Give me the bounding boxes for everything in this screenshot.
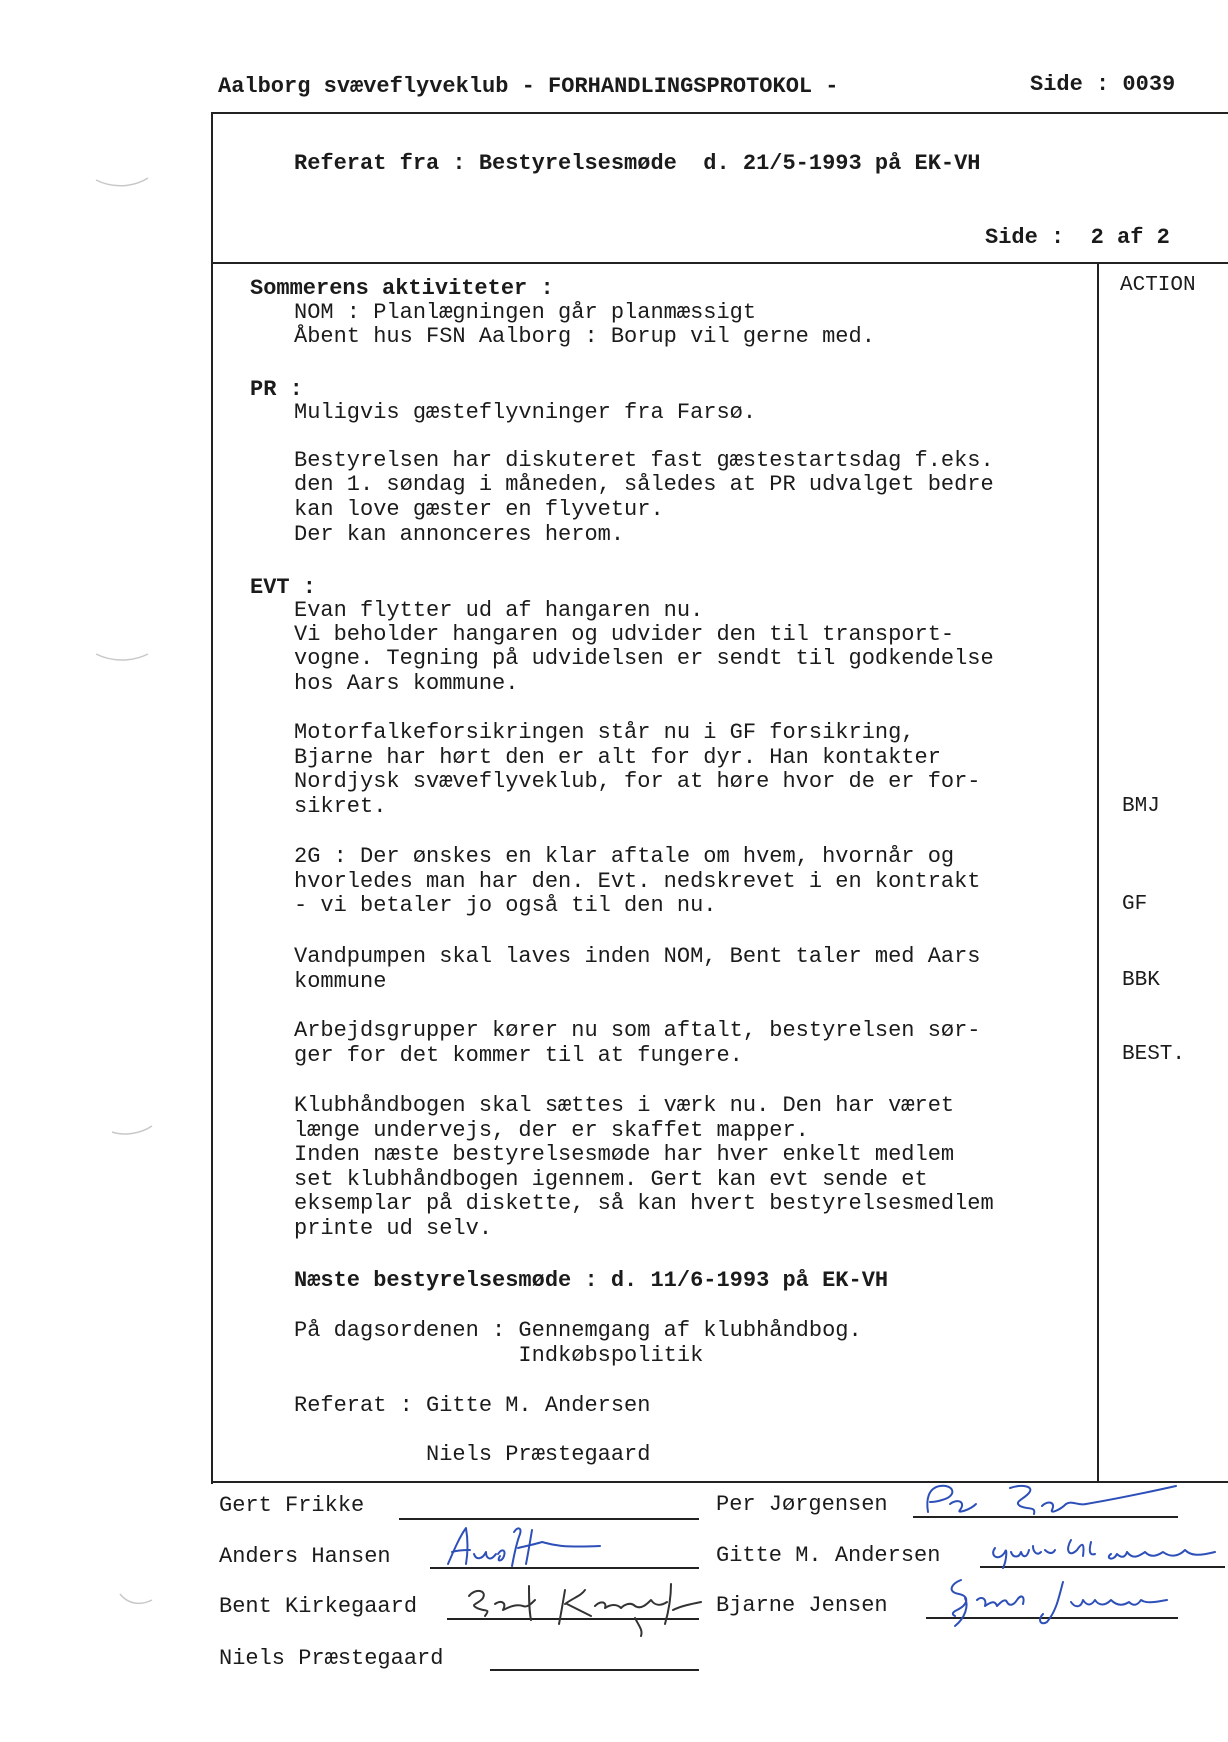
signatory-name: Gitte M. Andersen [716, 1543, 941, 1568]
section-heading-evt: EVT : [250, 575, 317, 600]
text-line: - vi betaler jo også til den nu. [294, 893, 717, 918]
text-line: eksemplar på diskette, så kan hvert bestyrelsesmedlem [294, 1191, 994, 1216]
text-line: hos Aars kommune. [294, 671, 519, 696]
signatory-name: Bjarne Jensen [716, 1593, 888, 1618]
text-line: Muligvis gæsteflyvninger fra Farsø. [294, 400, 757, 425]
header-divider [211, 262, 1228, 264]
text-line: vogne. Tegning på udvidelsen er sendt til godkendelse [294, 646, 994, 671]
text-line: Evan flytter ud af hangaren nu. [294, 598, 704, 623]
meeting-page: Side : 2 af 2 [985, 225, 1170, 250]
text-line: sikret. [294, 794, 387, 819]
text-line: Der kan annonceres herom. [294, 522, 625, 547]
signatory-name: Per Jørgensen [716, 1492, 888, 1517]
signatory-name: Gert Frikke [219, 1493, 365, 1518]
text-line: Bjarne har hørt den er alt for dyr. Han kontakter [294, 745, 941, 770]
action-gf: GF [1122, 893, 1148, 916]
action-best: BEST. [1122, 1043, 1186, 1066]
margin-mark [92, 650, 152, 670]
action-column-divider [1097, 262, 1099, 1482]
action-header: ACTION [1120, 274, 1196, 297]
text-line: Motorfalkeforsikringen står nu i GF forsikring, [294, 720, 915, 745]
text-line: Klubhåndbogen skal sættes i værk nu. Den har været [294, 1093, 955, 1118]
signature-line [490, 1669, 699, 1671]
signatory-name: Bent Kirkegaard [219, 1594, 418, 1619]
signatory-name: Anders Hansen [219, 1544, 391, 1569]
text-line: NOM : Planlægningen går planmæssigt [294, 300, 757, 325]
referat-line: Niels Præstegaard [294, 1442, 651, 1467]
signature-per-jorgensen [910, 1480, 1190, 1522]
text-line: printe ud selv. [294, 1216, 493, 1241]
text-line: hvorledes man har den. Evt. nedskrevet i en kontrakt [294, 869, 981, 894]
signature-bent-kirkegaard [455, 1570, 715, 1632]
text-line: kan love gæster en flyvetur. [294, 497, 664, 522]
text-line: Inden næste bestyrelsesmøde har hver enkelt medlem [294, 1142, 955, 1167]
text-line: Vandpumpen skal laves inden NOM, Bent taler med Aars [294, 944, 981, 969]
text-line: 2G : Der ønskes en klar aftale om hvem, hvornår og [294, 844, 955, 869]
next-meeting: Næste bestyrelsesmøde : d. 11/6-1993 på EK-VH [294, 1268, 889, 1293]
signature-anders-hansen [440, 1520, 610, 1570]
text-line: Åbent hus FSN Aalborg : Borup vil gerne med. [294, 324, 875, 349]
section-heading-pr: PR : [250, 377, 303, 402]
meeting-title: Referat fra : Bestyrelsesmøde d. 21/5-1993 på EK-VH [294, 151, 981, 176]
text-line: længe undervejs, der er skaffet mapper. [294, 1118, 809, 1143]
margin-mark [92, 168, 152, 198]
margin-mark [116, 1592, 156, 1612]
text-line: den 1. søndag i måneden, således at PR udvalget bedre [294, 472, 994, 497]
protocol-page-number: Side : 0039 [1030, 72, 1176, 97]
signature-gitte-andersen [985, 1526, 1225, 1570]
text-line: Bestyrelsen har diskuteret fast gæstestartsdag f.eks. [294, 448, 994, 473]
signatory-name: Niels Præstegaard [219, 1646, 444, 1671]
action-bmj: BMJ [1122, 795, 1160, 818]
text-line: Vi beholder hangaren og udvider den til transport- [294, 622, 955, 647]
signature-bjarne-jensen [935, 1572, 1195, 1628]
text-line: set klubhåndbogen igennem. Gert kan evt sende et [294, 1167, 928, 1192]
text-line: Nordjysk svæveflyveklub, for at høre hvor de er for- [294, 769, 981, 794]
section-heading-sommer: Sommerens aktiviteter : [250, 276, 554, 301]
action-bbk: BBK [1122, 969, 1160, 992]
margin-mark [108, 1110, 158, 1140]
protocol-title: Aalborg svæveflyveklub - FORHANDLINGSPROTOKOL - [218, 74, 839, 99]
referat-line: Referat : Gitte M. Andersen [294, 1393, 651, 1418]
text-line: Arbejdsgrupper kører nu som aftalt, bestyrelsen sør- [294, 1018, 981, 1043]
agenda-line: Indkøbspolitik [294, 1343, 704, 1368]
agenda-line: På dagsordenen : Gennemgang af klubhåndbog. [294, 1318, 862, 1343]
text-line: ger for det kommer til at fungere. [294, 1043, 743, 1068]
text-line: kommune [294, 969, 387, 994]
